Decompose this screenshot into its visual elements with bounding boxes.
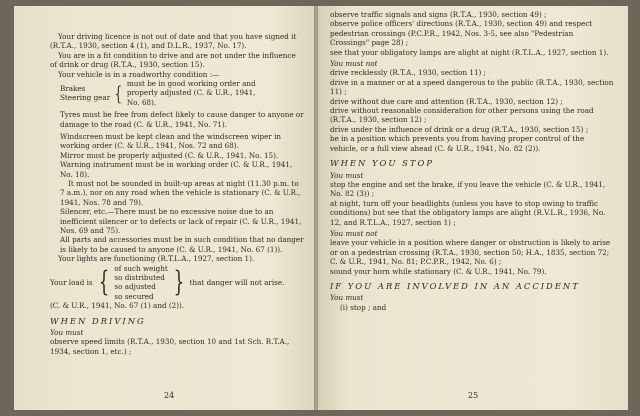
control-item: be in a position which prevents you from having proper control of the vehicle, or a full view ahead (C. & U.R., 1941, No. 82 (2)). xyxy=(330,134,585,153)
roadworthy-heading: Your vehicle is in a roadworthy condition :— xyxy=(58,69,220,79)
speed-limits-item: observe speed limits (R.T.A., 1930, section 10 and 1st Sch. R.T.A., 1934, section 1, etc.) ; xyxy=(50,337,290,356)
lamps-item: see that your obligatory lamps are alight at night (R.T.L.A., 1927, section 1). xyxy=(330,47,609,57)
headlights-item: at night, turn off your headlights (unless you have to stop owing to traffic conditions) but see that the obligatory lamps are alight (R.V.L.R., 1936, No. 12, and R.T.L.A., 1927, section 1) ; xyxy=(330,198,606,227)
brakes-label: Brakes xyxy=(60,83,86,93)
police-directions-item: observe police officers' directions (R.T.A., 1930, section 49) and respect pedestrian crossings (P.C.P.R., 1942, Nos. 3-5, see also "Pedestrian Crossings" page 28) ; xyxy=(330,19,593,48)
horn-item: It must not be sounded in built-up areas at night (11.30 p.m. to 7 a.m.), nor on any road when the vehicle is stationary (C. & U.R., 1941, Nos. 78 and 79). xyxy=(60,179,301,207)
brace-text-2: properly adjusted (C. & U.R., 1941, xyxy=(126,88,256,98)
windscreen-item: Windscreen must be kept clean and the windscreen wiper in working order (C. & U.R., 1941, Nos. 72 and 68). xyxy=(60,132,282,151)
due-care-item: drive without due care and attention (R.T.A., 1930, section 12) ; xyxy=(330,96,563,106)
traffic-signals-item: observe traffic signals and signs (R.T.A., 1930, section 49) ; xyxy=(330,10,547,19)
left-page xyxy=(14,6,314,410)
silencer-item: Silencer, etc.—There must be no excessive noise due to an inefficient silencer or to defects or lack of repair (C. & U.R., 1941, Nos. 69 and 75). xyxy=(60,207,302,236)
load-opt-2: so distributed xyxy=(114,273,165,283)
brace-open-icon: { xyxy=(98,265,109,299)
load-opt-1: of such weight xyxy=(114,263,168,273)
leave-vehicle-item: leave your vehicle in a position where danger or obstruction is likely to arise or on a pedestrian crossing (R.T.A., 1930, section 50; H.A., 1835, section 72; C. & U.R., 1941, No. 81; P.C.P.R., 1942, No. 6) ; xyxy=(330,238,611,267)
right-page xyxy=(318,6,628,410)
stop-you-must-not-label: You must not xyxy=(330,228,378,238)
parts-item: All parts and accessories must be in such condition that no danger is likely to be caused to anyone (C. & U.R., 1941, No. 67 (1)). xyxy=(60,235,304,254)
tyres-item: Tyres must be free from defect likely to cause danger to anyone or damage to the road (C. & U.R., 1941, No. 71). xyxy=(60,110,304,129)
load-tail: that danger will not arise. xyxy=(189,277,285,287)
dangerous-item: drive in a manner or at a speed dangerous to the public (R.T.A., 1930, section 11) ; xyxy=(330,77,614,97)
page-number-left: 24 xyxy=(164,391,175,400)
warning-instrument-item: Warning instrument must be in working order (C. & U.R., 1941, No. 18). xyxy=(60,160,293,179)
consideration-item: drive without reasonable consideration for other persons using the road (R.T.A., 1930, section 12) ; xyxy=(330,106,594,125)
brace-text-1: must be in good working order and xyxy=(126,79,256,89)
load-reference: (C. & U.R., 1941, No. 67 (1) and (2)). xyxy=(50,301,185,311)
accident-you-must-label: You must xyxy=(330,293,364,303)
brace-icon: { xyxy=(114,81,123,106)
brakes-steering-group xyxy=(60,79,304,107)
page-number-right: 25 xyxy=(468,391,479,400)
stop-you-must-label: You must xyxy=(330,170,364,180)
load-label: Your load is xyxy=(50,277,93,287)
you-must-label: You must xyxy=(50,328,84,338)
stop-engine-item: stop the engine and set the brake, if you leave the vehicle (C. & U.R., 1941, No. 82 (3)) ; xyxy=(330,179,606,199)
brace-text-3: No. 68). xyxy=(126,97,157,107)
brace-close-icon: } xyxy=(173,265,185,299)
accident-heading: IF YOU ARE INVOLVED IN AN ACCIDENT xyxy=(330,280,580,291)
licence-paragraph: Your driving licence is not out of date and that you have signed it (R.T.A., 1930, section 4 (1), and D.L.R., 1937, No. 17). xyxy=(50,32,297,51)
load-group xyxy=(50,264,304,302)
you-must-not-label: You must not xyxy=(330,59,378,69)
load-opt-3: so adjusted xyxy=(114,282,156,292)
influence-item: drive under the influence of drink or a drug (R.T.A., 1930, section 15) ; xyxy=(330,124,589,134)
horn-stationary-item: sound your horn while stationary (C. & U.R., 1941, No. 79). xyxy=(330,266,547,276)
reckless-item: drive recklessly (R.T.A., 1930, section 11) ; xyxy=(330,68,487,78)
steering-label: Steering gear xyxy=(60,93,111,103)
when-driving-heading: WHEN DRIVING xyxy=(50,315,146,326)
lights-item: Your lights are functioning (R.T.L.A., 1927, section 1). xyxy=(58,254,255,264)
when-you-stop-heading: WHEN YOU STOP xyxy=(330,158,434,169)
fitness-paragraph: You are in a fit condition to drive and are not under the influence of drink or drug (R.T.A., 1930, section 15). xyxy=(50,50,296,70)
stop-item: (i) stop ; and xyxy=(340,302,387,312)
mirror-item: Mirror must be properly adjusted (C. & U.R., 1941, No. 15). xyxy=(60,150,279,160)
load-opt-4: so secured xyxy=(114,291,154,301)
